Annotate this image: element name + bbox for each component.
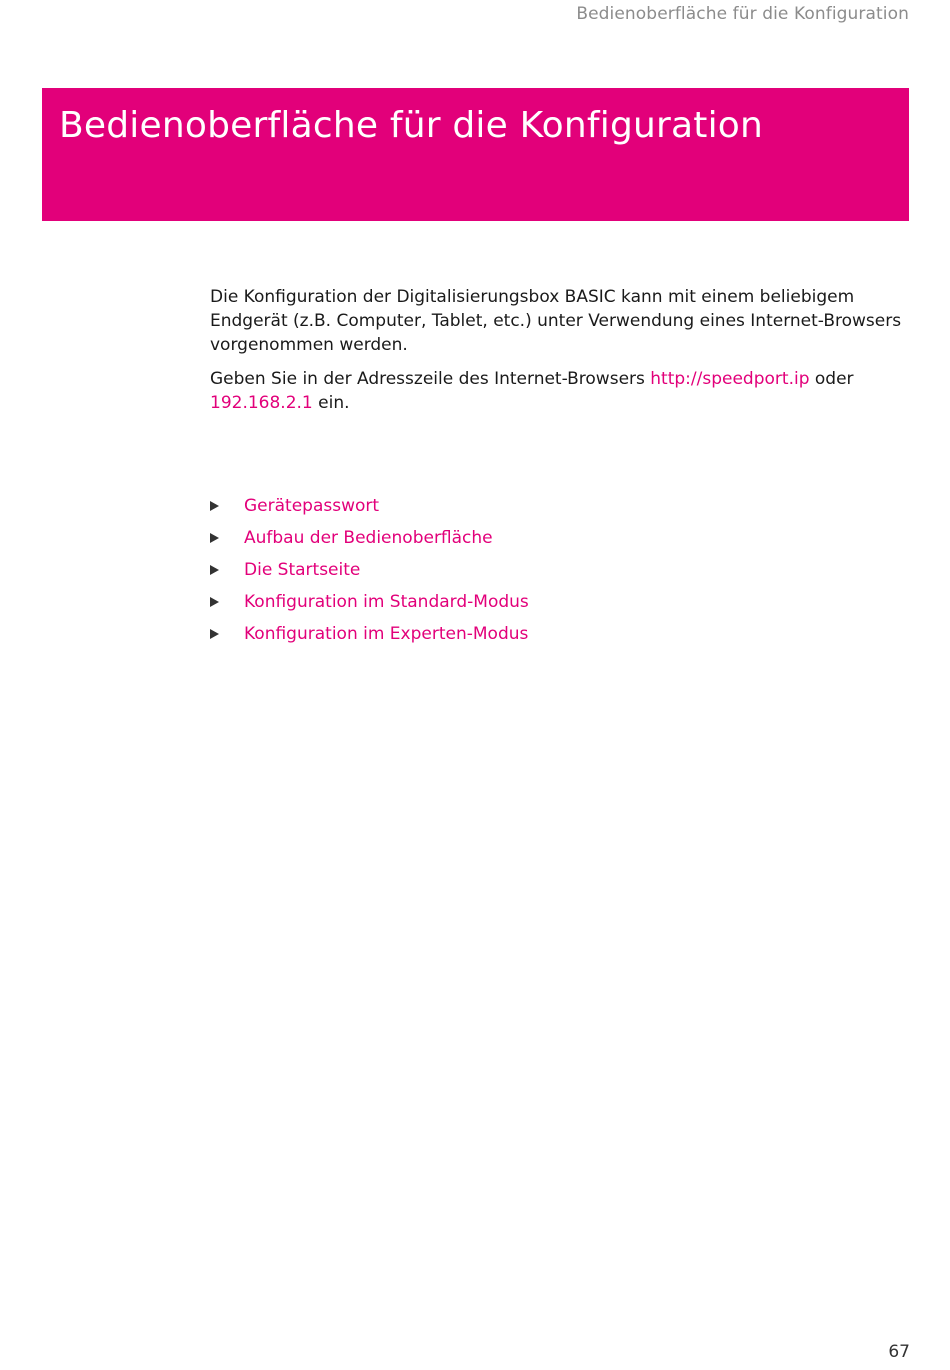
speedport-link[interactable]: http://speedport.ip — [650, 369, 810, 389]
intro-paragraph: Die Konfiguration der Digitalisierungsbox BASIC kann mit einem beliebigem Endgerät (z.B. Computer, Tablet, etc.) unter Verwendung eines Internet-Browsers vorgenommen werden. — [210, 287, 902, 355]
list-item — [210, 586, 529, 618]
link-startseite[interactable]: Die Startseite — [244, 560, 361, 580]
list-item — [210, 490, 529, 522]
address-text-before: Geben Sie in der Adresszeile des Internet-Browsers — [210, 369, 651, 389]
link-experten-modus[interactable]: Konfiguration im Experten-Modus — [244, 624, 529, 644]
intro-section — [210, 285, 910, 425]
address-paragraph — [210, 367, 910, 415]
list-item — [210, 522, 529, 554]
triangle-bullet-icon — [210, 501, 219, 511]
address-text-after: ein. — [312, 393, 350, 413]
link-aufbau-bedienoberflaeche[interactable]: Aufbau der Bedienoberfläche — [244, 528, 493, 548]
ip-address-link[interactable]: 192.168.2.1 — [210, 393, 313, 413]
list-item — [210, 618, 529, 650]
link-standard-modus[interactable]: Konfiguration im Standard-Modus — [244, 592, 529, 612]
running-header: Bedienoberfläche für die Konfiguration — [576, 4, 909, 24]
address-text-middle: oder — [809, 369, 854, 389]
link-geraetepasswort[interactable]: Gerätepasswort — [244, 496, 380, 516]
triangle-bullet-icon — [210, 629, 219, 639]
list-item — [210, 554, 529, 586]
triangle-bullet-icon — [210, 597, 219, 607]
chapter-links-list — [210, 490, 529, 650]
triangle-bullet-icon — [210, 565, 219, 575]
page-title: Bedienoberfläche für die Konfiguration — [59, 105, 764, 146]
triangle-bullet-icon — [210, 533, 219, 543]
title-band — [42, 88, 909, 221]
page-number: 67 — [888, 1342, 910, 1362]
